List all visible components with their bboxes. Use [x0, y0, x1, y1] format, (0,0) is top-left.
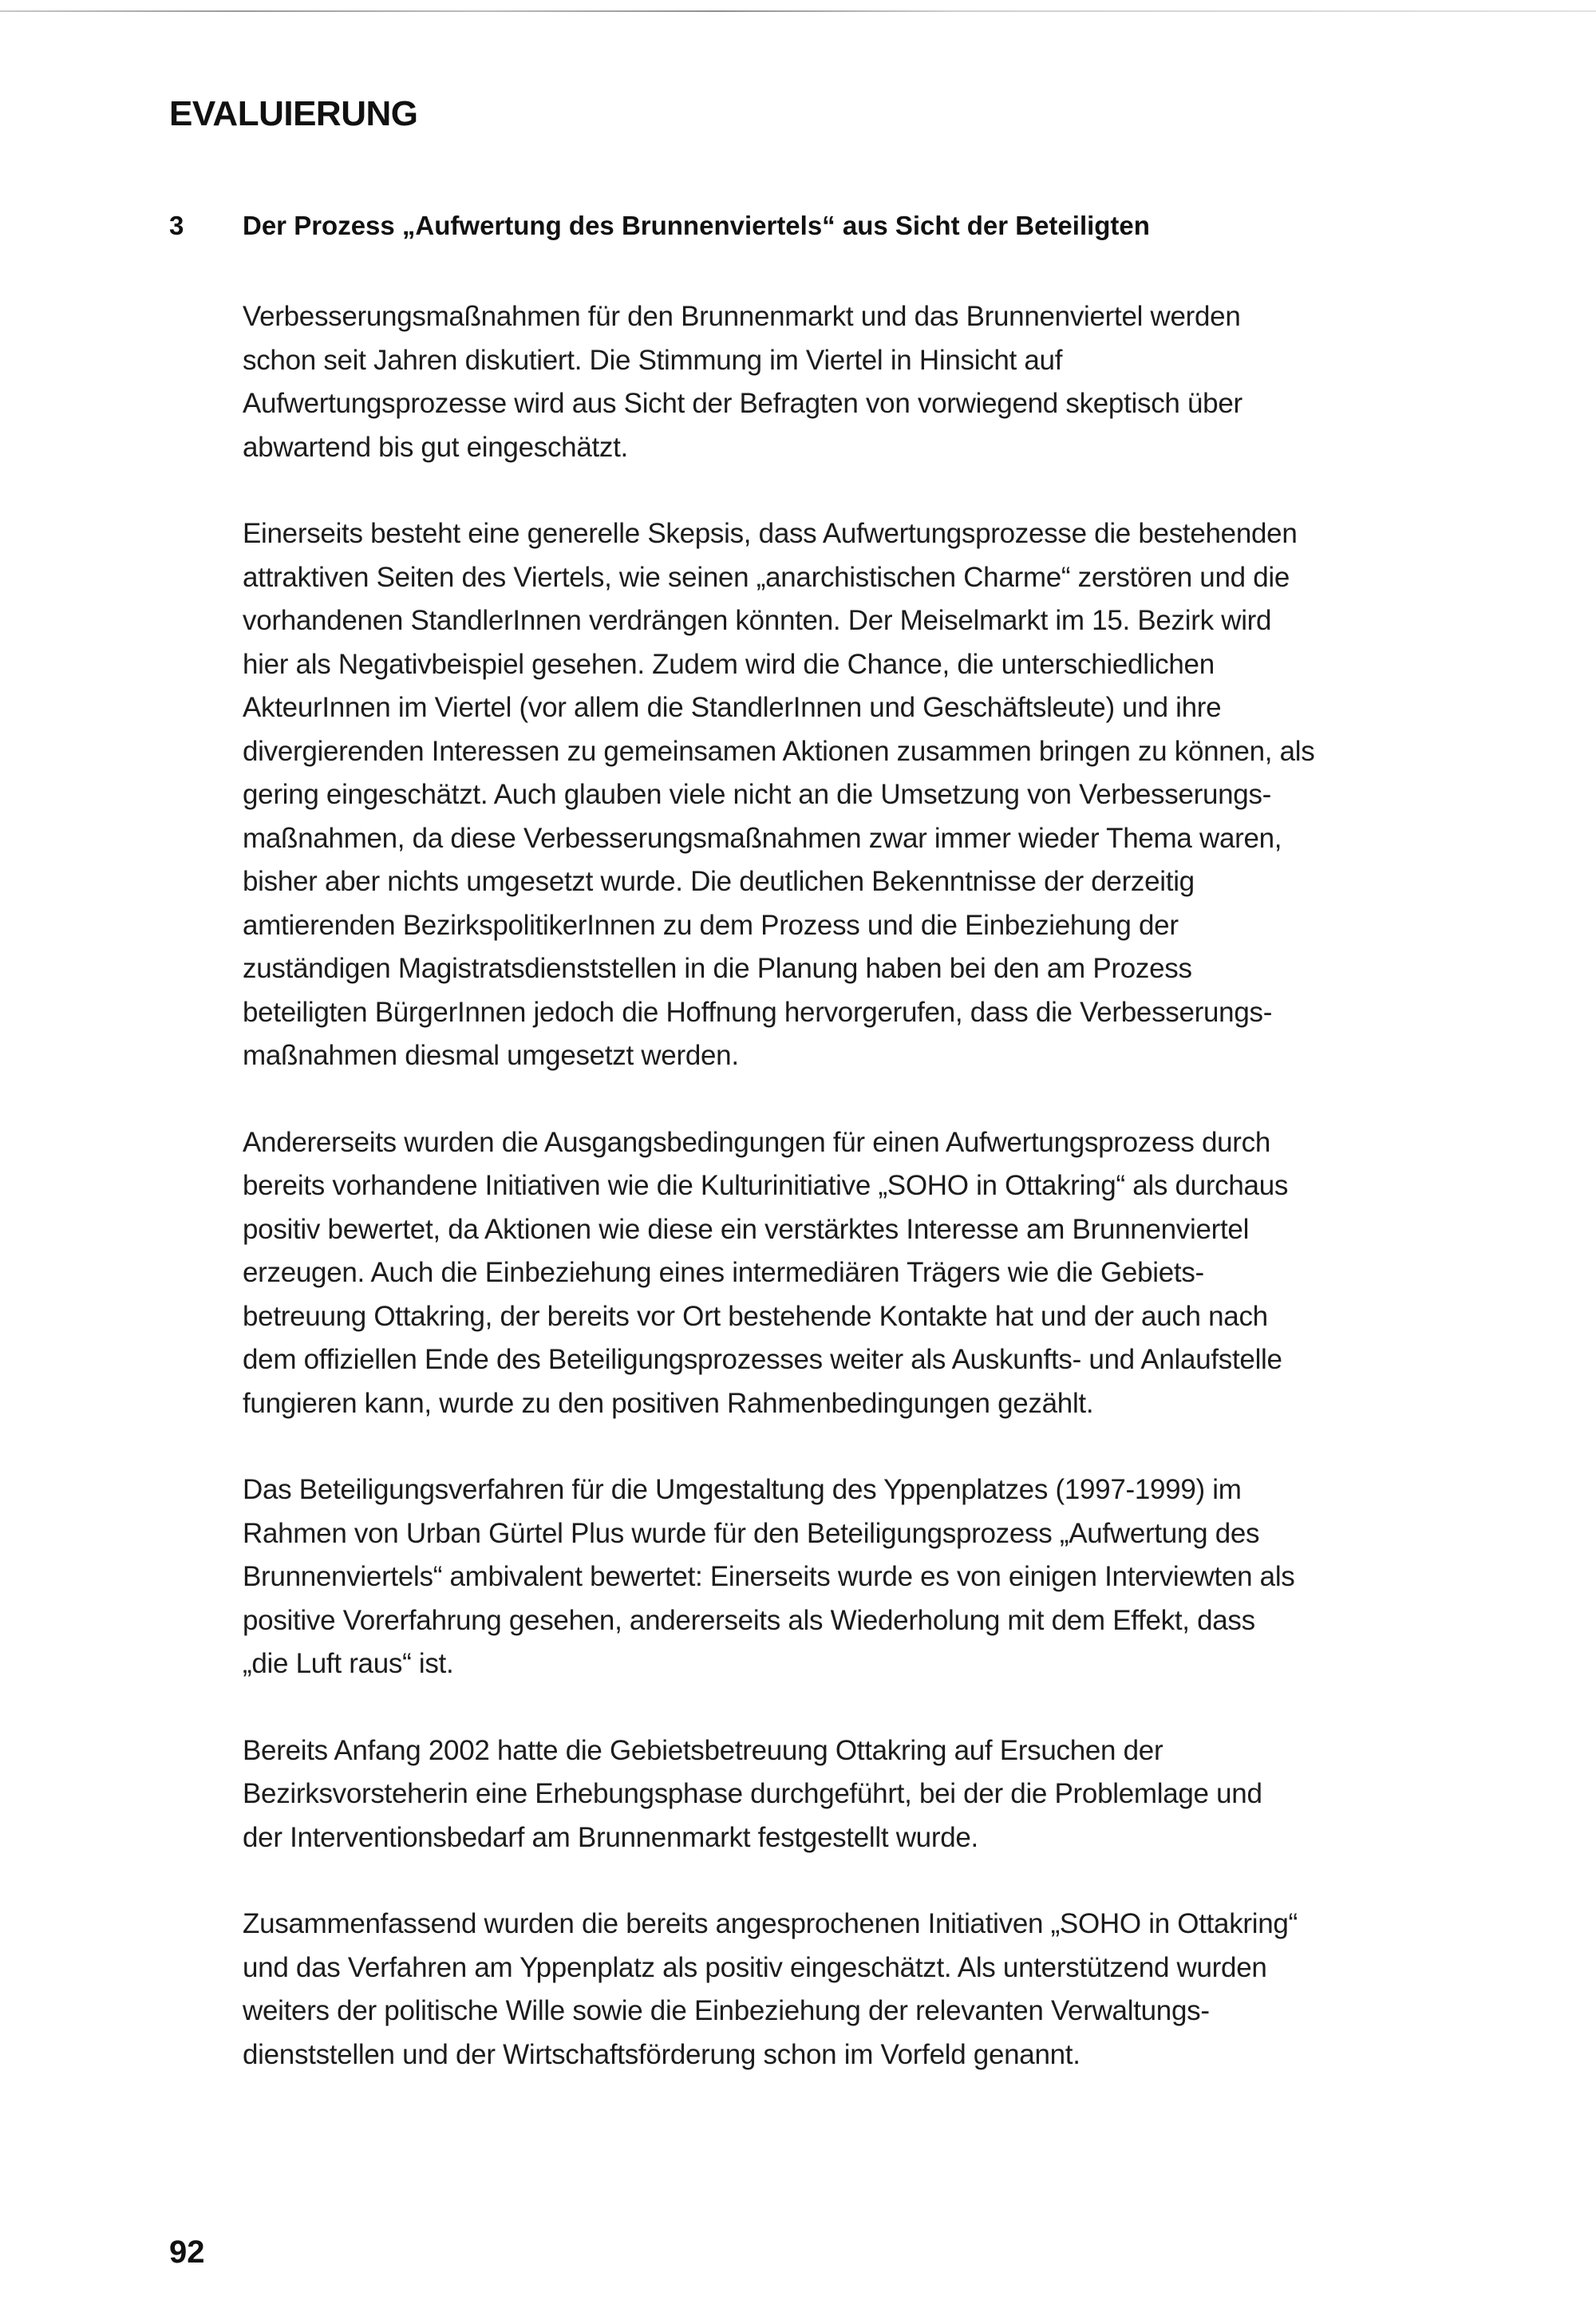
text-line: gering eingeschätzt. Auch glauben viele nicht an die Umsetzung von Verbesserungs- [243, 779, 1272, 810]
text-line: attraktiven Seiten des Viertels, wie seinen „anarchistischen Charme“ zerstören und die [243, 561, 1290, 593]
text-line: weiters der politische Wille sowie die Einbeziehung der relevanten Verwaltungs- [243, 1995, 1210, 2026]
text-line: „die Luft raus“ ist. [243, 1648, 454, 1679]
text-line: erzeugen. Auch die Einbeziehung eines intermediären Trägers wie die Gebiets- [243, 1257, 1204, 1288]
text-line: Verbesserungsmaßnahmen für den Brunnenmarkt und das Brunnenviertel werden [243, 301, 1241, 332]
paragraph [243, 1468, 1440, 1686]
text-line: schon seit Jahren diskutiert. Die Stimmung im Viertel in Hinsicht auf [243, 344, 1063, 376]
text-line: AkteurInnen im Viertel (vor allem die StandlerInnen und Geschäftsleute) und ihre [243, 692, 1222, 723]
text-line: Bereits Anfang 2002 hatte die Gebietsbetreuung Ottakring auf Ersuchen der [243, 1734, 1163, 1766]
text-line: maßnahmen diesmal umgesetzt werden. [243, 1040, 739, 1071]
text-line: bisher aber nichts umgesetzt wurde. Die deutlichen Bekenntnisse der derzeitig [243, 866, 1195, 897]
paragraph [243, 295, 1440, 469]
section-number: 3 [169, 211, 184, 240]
text-line: positiv bewertet, da Aktionen wie diese ein verstärktes Interesse am Brunnenviertel [243, 1213, 1250, 1245]
paragraph [243, 1903, 1440, 2077]
text-line: Zusammenfassend wurden die bereits angesprochenen Initiativen „SOHO in Ottakring“ [243, 1908, 1298, 1939]
text-line: Bezirksvorsteherin eine Erhebungsphase durchgeführt, bei der die Problemlage und [243, 1778, 1262, 1809]
text-line: bereits vorhandene Initiativen wie die Kulturinitiative „SOHO in Ottakring“ als durchaus [243, 1170, 1289, 1201]
text-line: fungieren kann, wurde zu den positiven Rahmenbedingungen gezählt. [243, 1387, 1094, 1419]
text-line: dem offiziellen Ende des Beteiligungsprozesses weiter als Auskunfts- und Anlaufstelle [243, 1344, 1282, 1375]
text-line: positive Vorerfahrung gesehen, andererseits als Wiederholung mit dem Effekt, dass [243, 1604, 1255, 1636]
text-line: hier als Negativbeispiel gesehen. Zudem wird die Chance, die unterschiedlichen [243, 648, 1215, 680]
paragraph [243, 1121, 1440, 1426]
paragraph [243, 512, 1440, 1078]
page-number: 92 [169, 2235, 205, 2270]
text-line: Aufwertungsprozesse wird aus Sicht der Befragten von vorwiegend skeptisch über [243, 388, 1242, 419]
text-line: der Interventionsbedarf am Brunnenmarkt festgestellt wurde. [243, 1821, 978, 1853]
text-line: vorhandenen StandlerInnen verdrängen könnten. Der Meiselmarkt im 15. Bezirk wird [243, 605, 1272, 636]
body-text [243, 295, 1440, 2120]
text-line: divergierenden Interessen zu gemeinsamen Aktionen zusammen bringen zu können, als [243, 735, 1315, 767]
text-line: und das Verfahren am Yppenplatz als positiv eingeschätzt. Als unterstützend wurden [243, 1951, 1267, 1983]
text-line: Einerseits besteht eine generelle Skepsis, dass Aufwertungsprozesse die bestehenden [243, 518, 1298, 549]
text-line: Das Beteiligungsverfahren für die Umgestaltung des Yppenplatzes (1997-1999) im [243, 1474, 1242, 1505]
text-line: beteiligten BürgerInnen jedoch die Hoffnung hervorgerufen, dass die Verbesserungs- [243, 996, 1273, 1028]
text-line: Brunnenviertels“ ambivalent bewertet: Einerseits wurde es von einigen Interviewten als [243, 1561, 1295, 1592]
text-line: dienststellen und der Wirtschaftsförderung schon im Vorfeld genannt. [243, 2038, 1080, 2070]
section-title: Der Prozess „Aufwertung des Brunnenviertels“ aus Sicht der Beteiligten [243, 211, 1150, 240]
text-line: Rahmen von Urban Gürtel Plus wurde für den Beteiligungsprozess „Aufwertung des [243, 1517, 1260, 1549]
text-line: abwartend bis gut eingeschätzt. [243, 431, 628, 463]
text-line: Andererseits wurden die Ausgangsbedingungen für einen Aufwertungsprozess durch [243, 1126, 1271, 1158]
text-line: maßnahmen, da diese Verbesserungsmaßnahmen zwar immer wieder Thema waren, [243, 822, 1282, 854]
text-line: amtierenden BezirkspolitikerInnen zu dem Prozess und die Einbeziehung der [243, 909, 1179, 941]
paragraph [243, 1729, 1440, 1860]
text-line: betreuung Ottakring, der bereits vor Ort bestehende Kontakte hat und der auch nach [243, 1300, 1268, 1332]
text-line: zuständigen Magistratsdienststellen in die Planung haben bei den am Prozess [243, 953, 1192, 984]
section-heading [169, 211, 1446, 241]
scan-top-edge-rule [0, 10, 1596, 12]
running-header: EVALUIERUNG [169, 94, 418, 133]
